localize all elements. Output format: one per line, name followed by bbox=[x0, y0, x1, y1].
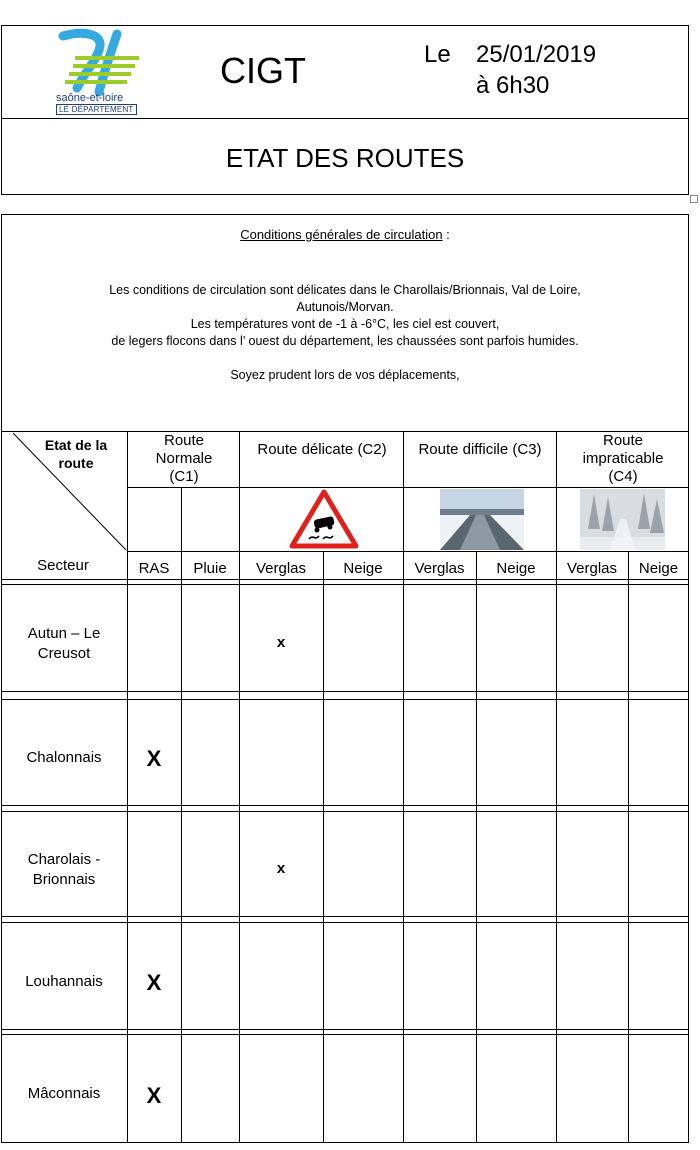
conditions-title-suffix: : bbox=[442, 227, 450, 242]
snowy-road-photo-icon bbox=[440, 489, 524, 550]
table-rule bbox=[1, 579, 689, 580]
sector-label: Louhannais bbox=[25, 973, 103, 990]
table-rule bbox=[181, 487, 182, 1143]
subcolumn-label: Pluie bbox=[193, 560, 227, 577]
status-mark: X bbox=[146, 746, 162, 771]
subcolumn-label: Verglas bbox=[255, 560, 307, 577]
table-rule bbox=[556, 431, 557, 1143]
table-rule bbox=[1, 805, 689, 806]
page-title: ETAT DES ROUTES bbox=[225, 143, 465, 173]
table-rule bbox=[1, 584, 689, 585]
slippery-road-warning-icon bbox=[289, 489, 359, 549]
subcolumn-label: RAS bbox=[138, 560, 170, 577]
conditions-line: Les conditions de circulation sont délicates dans le Charollais/Brionnais, Val de Loire, bbox=[109, 283, 581, 297]
subcolumn-label: Neige bbox=[343, 560, 383, 577]
sector-label: Autun – Le Creusot bbox=[27, 625, 101, 662]
logo-subtext: LE DÉPARTEMENT bbox=[56, 104, 137, 115]
logo-text: saône-et-loire bbox=[56, 92, 124, 104]
status-mark: x bbox=[276, 634, 286, 651]
table-rule bbox=[628, 551, 629, 1143]
table-rule bbox=[476, 551, 477, 1143]
status-mark: X bbox=[146, 970, 162, 995]
conditions-line: Les températures vont de -1 à -6°C, les ciel est couvert, bbox=[190, 317, 500, 331]
sector-label: Chalonnais bbox=[26, 749, 102, 766]
sector-label: Mâconnais bbox=[27, 1085, 101, 1102]
table-rule bbox=[403, 431, 404, 1143]
status-mark: X bbox=[146, 1083, 162, 1108]
table-rule bbox=[1, 1029, 689, 1030]
table-rule bbox=[1, 1142, 689, 1143]
table-rule bbox=[1, 431, 689, 432]
conditions-title-text: Conditions générales de circulation bbox=[240, 227, 443, 242]
sector-label-text: Charolais - Brionnais bbox=[27, 851, 101, 888]
table-rule bbox=[323, 551, 324, 1143]
category-header-c2: Route délicate (C2) bbox=[257, 441, 387, 458]
subcolumn-label: Verglas bbox=[566, 560, 618, 577]
table-rule bbox=[127, 487, 689, 488]
table-rule bbox=[1, 811, 689, 812]
header-divider bbox=[2, 118, 688, 119]
table-rule bbox=[1, 699, 689, 700]
table-rule bbox=[127, 551, 689, 552]
table-rule bbox=[1, 691, 689, 692]
category-header-c4: Route impraticable (C4) bbox=[582, 432, 664, 485]
table-rule bbox=[1, 916, 689, 917]
date-label: Le bbox=[424, 41, 451, 68]
conditions-line: Soyez prudent lors de vos déplacements, bbox=[230, 368, 460, 382]
conditions-line: de legers flocons dans l’ ouest du département, les chaussées sont parfois humides. bbox=[111, 334, 579, 348]
sector-label bbox=[1, 850, 127, 890]
snowy-forest-road-photo-icon bbox=[580, 489, 665, 550]
conditions-title bbox=[1, 227, 689, 242]
status-mark: x bbox=[276, 860, 286, 877]
category-header-c1: Route Normale (C1) bbox=[155, 432, 213, 485]
subcolumn-label: Verglas bbox=[414, 560, 465, 577]
subcolumn-label: Neige bbox=[638, 560, 679, 577]
table-rule bbox=[1, 922, 689, 923]
conditions-line: Autunois/Morvan. bbox=[296, 300, 394, 314]
table-rule bbox=[1, 1034, 689, 1035]
report-date: 25/01/2019 bbox=[476, 41, 597, 68]
report-time: à 6h30 bbox=[476, 72, 550, 99]
category-header-c3: Route difficile (C3) bbox=[418, 441, 542, 458]
corner-label-bottom: Secteur bbox=[37, 557, 89, 574]
corner-label-top: Etat de la route bbox=[44, 437, 108, 471]
table-rule bbox=[127, 431, 128, 1143]
org-name: CIGT bbox=[220, 50, 306, 91]
subcolumn-label: Neige bbox=[496, 560, 536, 577]
anchor-marker bbox=[690, 195, 698, 203]
table-rule bbox=[239, 431, 240, 1143]
